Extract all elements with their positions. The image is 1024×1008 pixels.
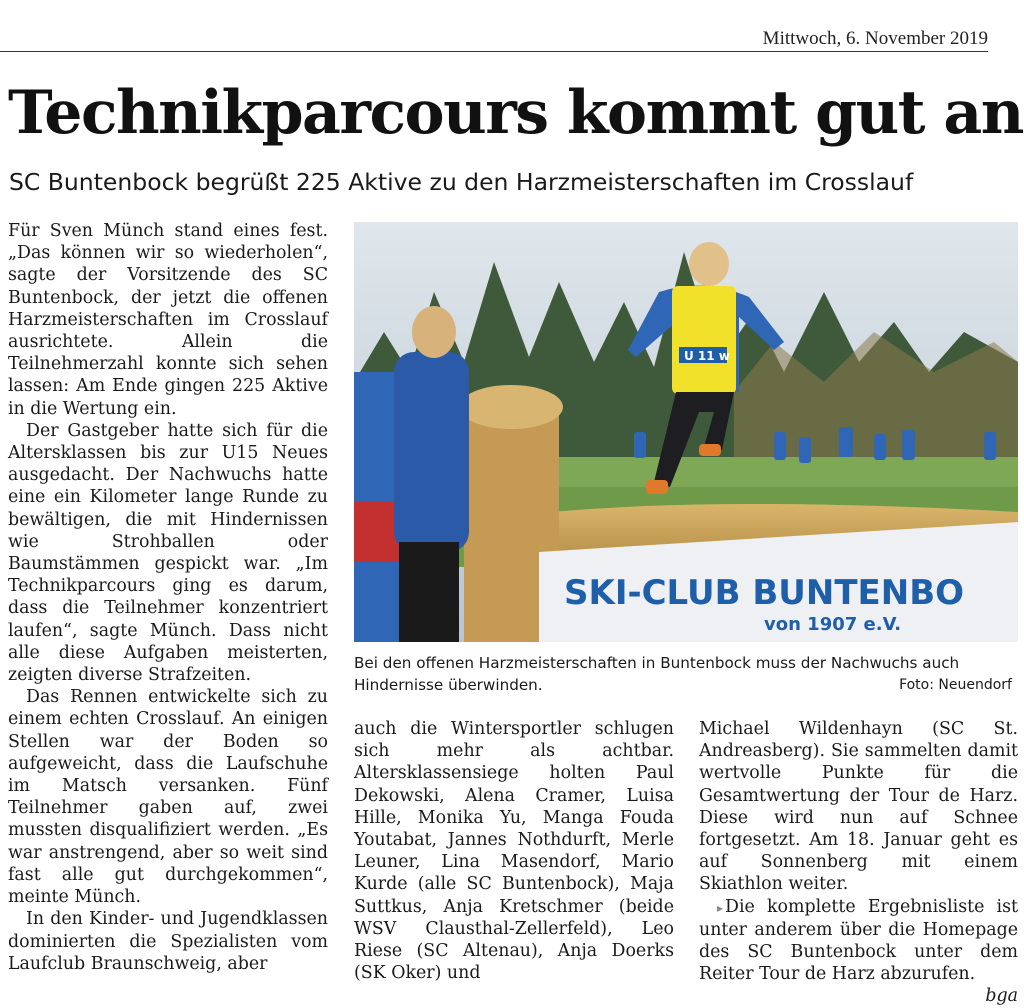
- paragraph: Michael Wildenhayn (SC St. Andreasberg). Sie sammelten damit wertvolle Punkte für die Gesamtwertung der Tour de Harz. Diese wird nun auf Schnee fortgesetzt. Am 18. Januar geht es auf Sonnenberg mit einem Skiathlon weiter.: [699, 719, 1018, 895]
- photo-illustration: [354, 222, 1018, 642]
- dateline: Mittwoch, 6. November 2019: [762, 28, 988, 49]
- article-column-1: [8, 220, 328, 975]
- article-photo: [354, 222, 1018, 642]
- banner-text: SKI-CLUB BUNTENBO: [564, 573, 965, 613]
- paragraph: auch die Wintersportler schlugen sich mehr als achtbar. Altersklassensiege holten Paul Dekowski, Alena Cramer, Luisa Hille, Monika Yu, Manga Fouda Youtabat, Jannes Nothdurft, Merle Leuner, Lina Masendorf, Mario Kurde (alle SC Buntenbock), Maja Suttkus, Anja Kretschmer (beide WSV Clausthal-Zellerfeld), Leo Riese (SC Altenau), Anja Doerks (SK Oker) und: [354, 719, 674, 984]
- top-rule: [0, 51, 988, 52]
- paragraph: Das Rennen entwickelte sich zu einem echten Crosslauf. An einigen Stellen war der Boden so aufgeweicht, dass die Laufschuhe im Matsch versanken. Fünf Teilnehmer gaben auf, zwei mussten disqualifiziert werden. „Es war anstrengend, aber so weit sind fast alle gut durchgekommen“, meinte Münch.: [8, 687, 328, 908]
- bib-text: U 11 w: [684, 349, 730, 363]
- article-column-3: [699, 718, 1018, 1008]
- paragraph: Für Sven Münch stand eines fest. „Das können wir so wiederholen“, sagte der Vorsitzende des SC Buntenbock, der jetzt die offenen Harzmeisterschaften im Crosslauf ausrichtete. Allein die Teilnehmerzahl konnte sich sehen lassen: Am Ende gingen 225 Aktive in die Wertung ein.: [8, 221, 328, 419]
- arrow-icon: ▸: [717, 900, 724, 915]
- photo-caption: [354, 652, 1018, 696]
- banner-subtext: von 1907 e.V.: [764, 614, 902, 635]
- subhead: SC Buntenbock begrüßt 225 Aktive zu den Harzmeisterschaften im Crosslauf: [9, 168, 914, 196]
- paragraph: [699, 896, 1018, 1007]
- caption-text: Bei den offenen Harzmeisterschaften in Buntenbock muss der Nachwuchs auch Hindernisse überwinden.: [354, 654, 960, 694]
- author-signature: bga: [985, 986, 1018, 1007]
- paragraph: Der Gastgeber hatte sich für die Altersklassen bis zur U15 Neues ausgedacht. Der Nachwuchs hatte eine ein Kilometer lange Runde zu bewältigen, die mit Hindernissen wie Strohballen oder Baumstämmen gespickt war. „Im Technikparcours ging es darum, dass die Teilnehmer konzentriert laufen“, sagte Münch. Dass nicht alle diese Aufgaben meisterten, zeigten diverse Strafzeiten.: [8, 420, 328, 686]
- results-note: Die komplette Ergebnisliste ist unter anderem über die Homepage des SC Buntenbock unter dem Reiter Tour de Harz abzurufen.: [699, 896, 1018, 985]
- paragraph: In den Kinder- und Jugendklassen dominierten die Spezialisten vom Laufclub Braunschweig, aber: [8, 909, 328, 974]
- headline: Technikparcours kommt gut an: [8, 78, 1023, 148]
- photo-credit: Foto: Neuendorf: [899, 677, 1012, 693]
- article-column-2: [354, 718, 674, 984]
